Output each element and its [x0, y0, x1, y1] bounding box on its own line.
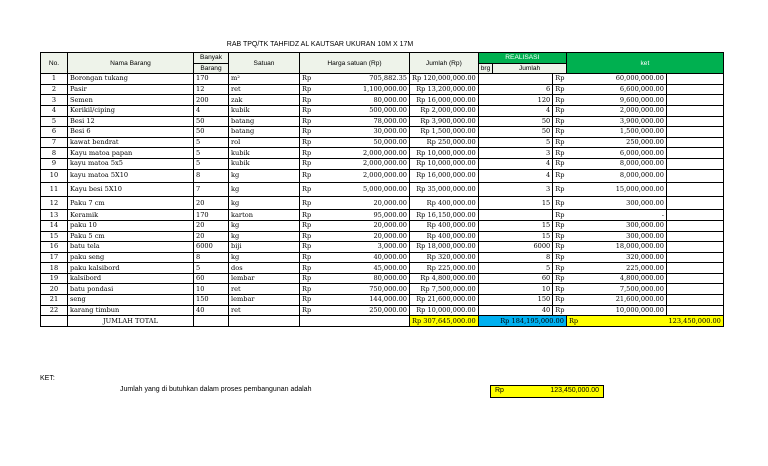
row-satuan: batang: [229, 127, 300, 138]
row-harga: 500,000.00: [336, 105, 410, 116]
row-brg: 50: [478, 127, 553, 138]
row-brg: 6: [478, 84, 553, 95]
row-realisasi-rp: Rp: [553, 84, 567, 95]
row-ket: [666, 273, 723, 284]
row-brg: 15: [478, 220, 553, 231]
row-qty: 10: [194, 284, 229, 295]
row-harga: 80,000.00: [336, 95, 410, 106]
row-harga: 2,000,000.00: [336, 158, 410, 169]
row-harga-rp: Rp: [300, 84, 336, 95]
row-nama: paku 10: [68, 220, 194, 231]
row-jumlah: Rp 4,800,000.00: [410, 273, 479, 284]
row-harga-rp: Rp: [300, 273, 336, 284]
row-jumlah: Rp 400,000.00: [410, 196, 479, 210]
row-qty: 20: [194, 196, 229, 210]
row-jumlah: Rp 3,900,000.00: [410, 116, 479, 127]
row-ket: [666, 105, 723, 116]
row-realisasi-rp: Rp: [553, 273, 567, 284]
total-jumlah: Rp 307,645,000.00: [410, 316, 479, 327]
row-qty: 8: [194, 252, 229, 263]
row-no: 8: [41, 148, 68, 159]
row-realisasi-jumlah: 8,000,000.00: [566, 158, 666, 169]
row-satuan: kg: [229, 220, 300, 231]
row-brg: 6000: [478, 242, 553, 253]
row-ket: [666, 210, 723, 221]
table-row: [41, 242, 724, 253]
row-qty: 12: [194, 84, 229, 95]
table-row: [41, 252, 724, 263]
table-row: [41, 284, 724, 295]
row-jumlah: Rp 10,000,000.00: [410, 158, 479, 169]
row-satuan: batang: [229, 116, 300, 127]
row-realisasi-rp: Rp: [553, 137, 567, 148]
row-ket: [666, 74, 723, 85]
row-harga-rp: Rp: [300, 305, 336, 316]
row-brg: [478, 210, 553, 221]
row-satuan: ret: [229, 84, 300, 95]
row-realisasi-jumlah: 4,800,000.00: [566, 273, 666, 284]
row-jumlah: Rp 16,000,000.00: [410, 169, 479, 183]
row-realisasi-rp: Rp: [553, 284, 567, 295]
row-realisasi-jumlah: 320,000.00: [566, 252, 666, 263]
row-realisasi-rp: Rp: [553, 169, 567, 183]
row-ket: [666, 284, 723, 295]
note-currency: Rp: [495, 387, 504, 394]
row-harga: 50,000.00: [336, 137, 410, 148]
header-realisasi: REALISASI: [478, 53, 566, 64]
row-no: 19: [41, 273, 68, 284]
row-nama: Semen: [68, 95, 194, 106]
note-total-box: [490, 385, 604, 398]
row-nama: batu pondasi: [68, 284, 194, 295]
table-row: [41, 273, 724, 284]
row-satuan: lembar: [229, 295, 300, 306]
row-harga: 40,000.00: [336, 252, 410, 263]
row-harga: 20,000.00: [336, 196, 410, 210]
row-satuan: rol: [229, 137, 300, 148]
row-qty: 40: [194, 305, 229, 316]
row-realisasi-jumlah: 6,000,000.00: [566, 148, 666, 159]
row-no: 22: [41, 305, 68, 316]
row-harga-rp: Rp: [300, 252, 336, 263]
row-brg: 8: [478, 252, 553, 263]
row-satuan: ret: [229, 305, 300, 316]
row-realisasi-rp: Rp: [553, 295, 567, 306]
row-jumlah: Rp 7,500,000.00: [410, 284, 479, 295]
row-jumlah: Rp 1,500,000.00: [410, 127, 479, 138]
row-no: 13: [41, 210, 68, 221]
row-realisasi-jumlah: 300,000.00: [566, 196, 666, 210]
row-satuan: kubik: [229, 148, 300, 159]
row-realisasi-rp: Rp: [553, 196, 567, 210]
row-ket: [666, 295, 723, 306]
row-realisasi-rp: Rp: [553, 183, 567, 197]
row-realisasi-rp: Rp: [553, 148, 567, 159]
row-harga-rp: Rp: [300, 148, 336, 159]
row-jumlah: Rp 10,000,000.00: [410, 148, 479, 159]
row-nama: karang timbun: [68, 305, 194, 316]
row-nama: Besi 12: [68, 116, 194, 127]
row-realisasi-rp: Rp: [553, 116, 567, 127]
row-satuan: kubik: [229, 158, 300, 169]
row-realisasi-jumlah: 225,000.00: [566, 263, 666, 274]
row-brg: 40: [478, 305, 553, 316]
row-harga: 2,000,000.00: [336, 148, 410, 159]
row-harga-rp: Rp: [300, 169, 336, 183]
header-ket: ket: [566, 53, 723, 74]
row-ket: [666, 116, 723, 127]
table-row: [41, 116, 724, 127]
row-qty: 60: [194, 273, 229, 284]
row-jumlah: Rp 225,000.00: [410, 263, 479, 274]
row-nama: paku kalsibord: [68, 263, 194, 274]
table-row: [41, 137, 724, 148]
row-nama: kayu matoa 5x5: [68, 158, 194, 169]
row-ket: [666, 137, 723, 148]
row-no: 12: [41, 196, 68, 210]
row-qty: 200: [194, 95, 229, 106]
row-nama: kalsibord: [68, 273, 194, 284]
row-harga-rp: Rp: [300, 284, 336, 295]
row-satuan: biji: [229, 242, 300, 253]
row-realisasi-rp: Rp: [553, 95, 567, 106]
row-nama: kawat bendrat: [68, 137, 194, 148]
note-value: 123,450,000.00: [550, 387, 599, 394]
row-harga: 1,100,000.00: [336, 84, 410, 95]
table-row: [41, 231, 724, 242]
row-satuan: zak: [229, 95, 300, 106]
row-jumlah: Rp 35,000,000.00: [410, 183, 479, 197]
table-row: [41, 295, 724, 306]
row-nama: kayu matoa 5X10: [68, 169, 194, 183]
row-brg: 15: [478, 231, 553, 242]
row-qty: 6000: [194, 242, 229, 253]
total-no: [41, 316, 68, 327]
total-row: [41, 316, 724, 327]
table-row: [41, 84, 724, 95]
row-harga-rp: Rp: [300, 231, 336, 242]
row-jumlah: Rp 400,000.00: [410, 231, 479, 242]
row-harga-rp: Rp: [300, 295, 336, 306]
row-no: 9: [41, 158, 68, 169]
row-brg: 50: [478, 116, 553, 127]
row-harga-rp: Rp: [300, 158, 336, 169]
row-realisasi-rp: Rp: [553, 105, 567, 116]
row-qty: 50: [194, 116, 229, 127]
row-jumlah: Rp 320,000.00: [410, 252, 479, 263]
row-jumlah: Rp 2,000,000.00: [410, 105, 479, 116]
table-row: [41, 127, 724, 138]
row-realisasi-jumlah: 6,600,000.00: [566, 84, 666, 95]
row-brg: 4: [478, 105, 553, 116]
row-realisasi-rp: Rp: [553, 263, 567, 274]
row-harga: 80,000.00: [336, 273, 410, 284]
table-row: [41, 210, 724, 221]
table-row: [41, 183, 724, 197]
row-no: 14: [41, 220, 68, 231]
row-ket: [666, 252, 723, 263]
row-harga-rp: Rp: [300, 196, 336, 210]
header-row: [41, 53, 724, 64]
row-nama: Paku 7 cm: [68, 196, 194, 210]
total-label: JUMLAH TOTAL: [68, 316, 194, 327]
row-no: 11: [41, 183, 68, 197]
header-satuan: Satuan: [229, 53, 300, 74]
row-harga-rp: Rp: [300, 183, 336, 197]
row-nama: paku seng: [68, 252, 194, 263]
row-harga-rp: Rp: [300, 95, 336, 106]
row-ket: [666, 263, 723, 274]
row-ket: [666, 127, 723, 138]
row-qty: 5: [194, 158, 229, 169]
row-brg: 150: [478, 295, 553, 306]
row-harga-rp: Rp: [300, 105, 336, 116]
table-row: [41, 148, 724, 159]
row-harga-rp: Rp: [300, 137, 336, 148]
row-realisasi-rp: Rp: [553, 231, 567, 242]
row-harga: 30,000.00: [336, 127, 410, 138]
rab-table: [40, 52, 724, 327]
ket-label: KET:: [40, 375, 55, 382]
total-satuan: [229, 316, 300, 327]
row-no: 17: [41, 252, 68, 263]
row-realisasi-rp: Rp: [553, 305, 567, 316]
row-qty: 8: [194, 169, 229, 183]
row-brg: [478, 74, 553, 85]
row-harga: 705,882.35: [336, 74, 410, 85]
row-harga: 3,000.00: [336, 242, 410, 253]
row-nama: Kayu besi 5X10: [68, 183, 194, 197]
row-ket: [666, 220, 723, 231]
row-ket: [666, 169, 723, 183]
total-qty: [194, 316, 229, 327]
row-nama: Borongan tukang: [68, 74, 194, 85]
row-ket: [666, 158, 723, 169]
header-brg: brg: [478, 63, 493, 74]
row-satuan: m²: [229, 74, 300, 85]
row-satuan: lembar: [229, 273, 300, 284]
row-realisasi-jumlah: 9,600,000.00: [566, 95, 666, 106]
row-brg: 4: [478, 158, 553, 169]
row-jumlah: Rp 10,000,000.00: [410, 305, 479, 316]
row-qty: 5: [194, 148, 229, 159]
row-realisasi-jumlah: 2,000,000.00: [566, 105, 666, 116]
row-realisasi-rp: Rp: [553, 220, 567, 231]
row-brg: 60: [478, 273, 553, 284]
row-qty: 7: [194, 183, 229, 197]
row-harga: 2,000,000.00: [336, 169, 410, 183]
table-row: [41, 158, 724, 169]
row-realisasi-jumlah: 3,900,000.00: [566, 116, 666, 127]
row-harga: 5,000,000.00: [336, 183, 410, 197]
row-jumlah: Rp 21,600,000.00: [410, 295, 479, 306]
row-harga-rp: Rp: [300, 210, 336, 221]
header-harga: Harga satuan (Rp): [300, 53, 410, 74]
row-harga-rp: Rp: [300, 127, 336, 138]
row-satuan: kg: [229, 183, 300, 197]
row-nama: Besi 6: [68, 127, 194, 138]
row-no: 18: [41, 263, 68, 274]
row-satuan: kg: [229, 196, 300, 210]
total-ket-rp: Rp: [566, 316, 666, 327]
row-brg: 3: [478, 148, 553, 159]
row-nama: Kerikil/ciping: [68, 105, 194, 116]
row-realisasi-rp: Rp: [553, 127, 567, 138]
row-brg: 15: [478, 196, 553, 210]
table-row: [41, 105, 724, 116]
row-ket: [666, 231, 723, 242]
row-ket: [666, 148, 723, 159]
row-harga-rp: Rp: [300, 263, 336, 274]
header-jumlah-realisasi: Jumlah: [493, 63, 567, 74]
row-satuan: dos: [229, 263, 300, 274]
row-realisasi-jumlah: 1,500,000.00: [566, 127, 666, 138]
row-nama: seng: [68, 295, 194, 306]
table-row: [41, 95, 724, 106]
row-nama: Keramik: [68, 210, 194, 221]
row-harga: 20,000.00: [336, 220, 410, 231]
table-row: [41, 305, 724, 316]
row-no: 21: [41, 295, 68, 306]
total-harga: [300, 316, 410, 327]
row-realisasi-rp: Rp: [553, 252, 567, 263]
note-text: Jumlah yang di butuhkan dalam proses pembangunan adalah: [120, 386, 312, 393]
row-qty: 20: [194, 220, 229, 231]
header-barang: Barang: [194, 63, 229, 74]
row-realisasi-jumlah: 10,000,000.00: [566, 305, 666, 316]
row-realisasi-jumlah: 300,000.00: [566, 231, 666, 242]
header-no: No.: [41, 53, 68, 74]
row-realisasi-rp: Rp: [553, 158, 567, 169]
row-realisasi-jumlah: 300,000.00: [566, 220, 666, 231]
row-qty: 150: [194, 295, 229, 306]
row-harga-rp: Rp: [300, 116, 336, 127]
row-jumlah: Rp 120,000,000.00: [410, 74, 479, 85]
row-harga-rp: Rp: [300, 220, 336, 231]
row-jumlah: Rp 16,000,000.00: [410, 95, 479, 106]
row-qty: 5: [194, 137, 229, 148]
row-ket: [666, 196, 723, 210]
row-brg: 5: [478, 263, 553, 274]
row-no: 20: [41, 284, 68, 295]
header-jumlah: Jumlah (Rp): [410, 53, 479, 74]
row-harga: 45,000.00: [336, 263, 410, 274]
row-brg: 5: [478, 137, 553, 148]
total-realisasi: Rp 184,195,000.00: [478, 316, 566, 327]
row-qty: 50: [194, 127, 229, 138]
row-jumlah: Rp 13,200,000.00: [410, 84, 479, 95]
row-ket: [666, 305, 723, 316]
table-row: [41, 196, 724, 210]
row-harga: 144,000.00: [336, 295, 410, 306]
row-harga-rp: Rp: [300, 74, 336, 85]
row-ket: [666, 84, 723, 95]
row-no: 15: [41, 231, 68, 242]
row-satuan: kubik: [229, 105, 300, 116]
row-no: 6: [41, 127, 68, 138]
row-satuan: kg: [229, 169, 300, 183]
table-row: [41, 74, 724, 85]
row-realisasi-rp: Rp: [553, 74, 567, 85]
row-realisasi-jumlah: 18,000,000.00: [566, 242, 666, 253]
row-jumlah: Rp 400,000.00: [410, 220, 479, 231]
row-qty: 170: [194, 210, 229, 221]
row-qty: 5: [194, 263, 229, 274]
table-row: [41, 169, 724, 183]
row-qty: 170: [194, 74, 229, 85]
row-nama: Pasir: [68, 84, 194, 95]
row-jumlah: Rp 250,000.00: [410, 137, 479, 148]
row-nama: Kayu matoa papan: [68, 148, 194, 159]
row-ket: [666, 183, 723, 197]
row-jumlah: Rp 18,000,000.00: [410, 242, 479, 253]
row-nama: Paku 5 cm: [68, 231, 194, 242]
row-no: 3: [41, 95, 68, 106]
row-realisasi-jumlah: 21,600,000.00: [566, 295, 666, 306]
row-harga: 250,000.00: [336, 305, 410, 316]
row-brg: 10: [478, 284, 553, 295]
row-realisasi-jumlah: -: [566, 210, 666, 221]
row-realisasi-jumlah: 250,000.00: [566, 137, 666, 148]
row-brg: 3: [478, 183, 553, 197]
row-no: 1: [41, 74, 68, 85]
row-ket: [666, 242, 723, 253]
row-harga: 78,000.00: [336, 116, 410, 127]
row-nama: batu tela: [68, 242, 194, 253]
row-qty: 4: [194, 105, 229, 116]
row-realisasi-rp: Rp: [553, 210, 567, 221]
row-brg: 120: [478, 95, 553, 106]
row-harga: 20,000.00: [336, 231, 410, 242]
row-ket: [666, 95, 723, 106]
row-realisasi-jumlah: 60,000,000.00: [566, 74, 666, 85]
row-harga: 750,000.00: [336, 284, 410, 295]
row-no: 2: [41, 84, 68, 95]
row-jumlah: Rp 16,150,000.00: [410, 210, 479, 221]
total-ket: 123,450,000.00: [666, 316, 723, 327]
header-nama: Nama Barang: [68, 53, 194, 74]
row-qty: 20: [194, 231, 229, 242]
row-no: 16: [41, 242, 68, 253]
row-satuan: karton: [229, 210, 300, 221]
table-row: [41, 220, 724, 231]
row-satuan: ret: [229, 284, 300, 295]
row-no: 5: [41, 116, 68, 127]
row-no: 7: [41, 137, 68, 148]
page-title: RAB TPQ/TK TAHFIDZ AL KAUTSAR UKURAN 10M X 17M: [226, 41, 414, 48]
row-realisasi-jumlah: 15,000,000.00: [566, 183, 666, 197]
row-harga: 95,000.00: [336, 210, 410, 221]
row-satuan: kg: [229, 252, 300, 263]
row-realisasi-jumlah: 7,500,000.00: [566, 284, 666, 295]
row-no: 4: [41, 105, 68, 116]
row-realisasi-jumlah: 8,000,000.00: [566, 169, 666, 183]
row-satuan: kg: [229, 231, 300, 242]
row-brg: 4: [478, 169, 553, 183]
row-harga-rp: Rp: [300, 242, 336, 253]
row-no: 10: [41, 169, 68, 183]
row-realisasi-rp: Rp: [553, 242, 567, 253]
header-banyak: Banyak: [194, 53, 229, 64]
table-row: [41, 263, 724, 274]
